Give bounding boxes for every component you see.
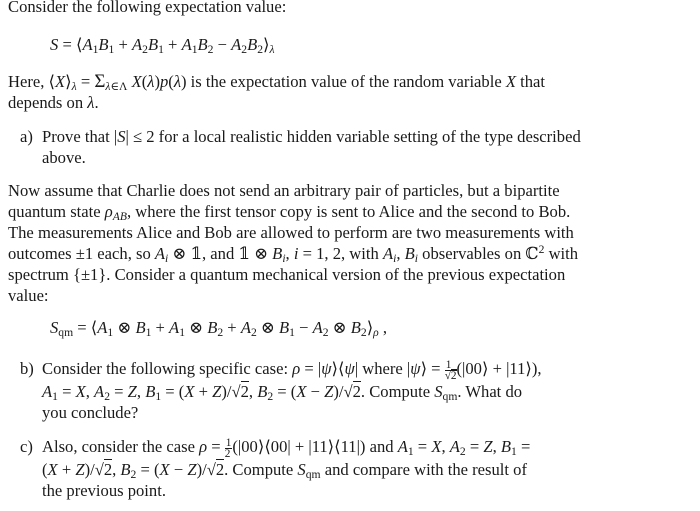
part-c bbox=[20, 436, 694, 501]
part-b-line-3: you conclude? bbox=[42, 403, 139, 422]
now-line-2: quantum state $\rho_{AB}$, where the first tensor copy is sent to Alice and the second to Bob. bbox=[8, 202, 571, 223]
part-b-line-2: $A_1 = X$, $A_2 = Z$, $B_1 = (X + Z)/√2$, $B_2 = (X - Z)/√2$. Compute $S_{qm}$. What do bbox=[42, 382, 523, 403]
part-b bbox=[20, 358, 694, 423]
now-line-4: outcomes ±1 each, so $A_i$ ⊗ 𝟙, and 𝟙 ⊗ $B_i$, i = 1, 2, with $A_i$, $B_i$ observables on ℂ$^2$ with bbox=[8, 243, 579, 265]
here-paragraph-end: depends on λ. bbox=[8, 93, 99, 112]
part-a-label: a) bbox=[20, 127, 33, 146]
now-line-3: The measurements Alice and Bob are allowed to perform are two measurements with bbox=[8, 223, 574, 242]
now-line-6: value: bbox=[8, 286, 49, 305]
equation-s: $S = ⟨A_1B_1 + A_2B_1 + A_1B_2$ − $A_2B_2⟩_\lambda$ bbox=[50, 35, 275, 56]
intro-text: Consider the following expectation value: bbox=[8, 0, 287, 16]
part-b-label: b) bbox=[20, 359, 34, 378]
part-a-text: Prove that |S| ≤ 2 for a local realistic hidden variable setting of the type described bbox=[42, 127, 581, 146]
part-c-line-1: Also, consider the case ρ = $\frac{1}{2}$ (|00⟩⟨00| + |11⟩⟨11|) and $A_1 = X$, $A_2 = Z$, $B_1$ = bbox=[42, 437, 531, 460]
part-c-line-2: (X + Z)/√2, $B_2 = (X - Z)/√2$. Compute $S_{qm}$ and compare with the result of bbox=[42, 460, 527, 481]
now-line-5: spectrum {±1}. Consider a quantum mechanical version of the previous expectation bbox=[8, 265, 566, 284]
here-paragraph: Here, $⟨X⟩_\lambda = \Sigma_{\lambda\in\Lambda}$ X(λ)p(λ) is the expectation value of the random variable X that bbox=[8, 71, 546, 93]
now-paragraph bbox=[8, 180, 694, 306]
part-a bbox=[20, 126, 694, 168]
equation-sqm: $S_{qm}$ = $⟨A_1$ ⊗ $B_1 + A_1$ ⊗ $B_2 + A_2$ ⊗ $B_1 - A_2$ ⊗ $B_2⟩_\rho$ , bbox=[50, 318, 388, 339]
part-a-text-end: above. bbox=[42, 148, 86, 167]
part-c-line-3: the previous point. bbox=[42, 481, 166, 500]
part-b-line-1: Consider the following specific case: ρ = |ψ⟩⟨ψ| where |ψ⟩ = $\frac{1}{√2}$ (|00⟩ + |11⟩), bbox=[42, 359, 542, 382]
now-line-1: Now assume that Charlie does not send an arbitrary pair of particles, but a bipartite bbox=[8, 181, 560, 200]
part-c-label: c) bbox=[20, 437, 33, 456]
